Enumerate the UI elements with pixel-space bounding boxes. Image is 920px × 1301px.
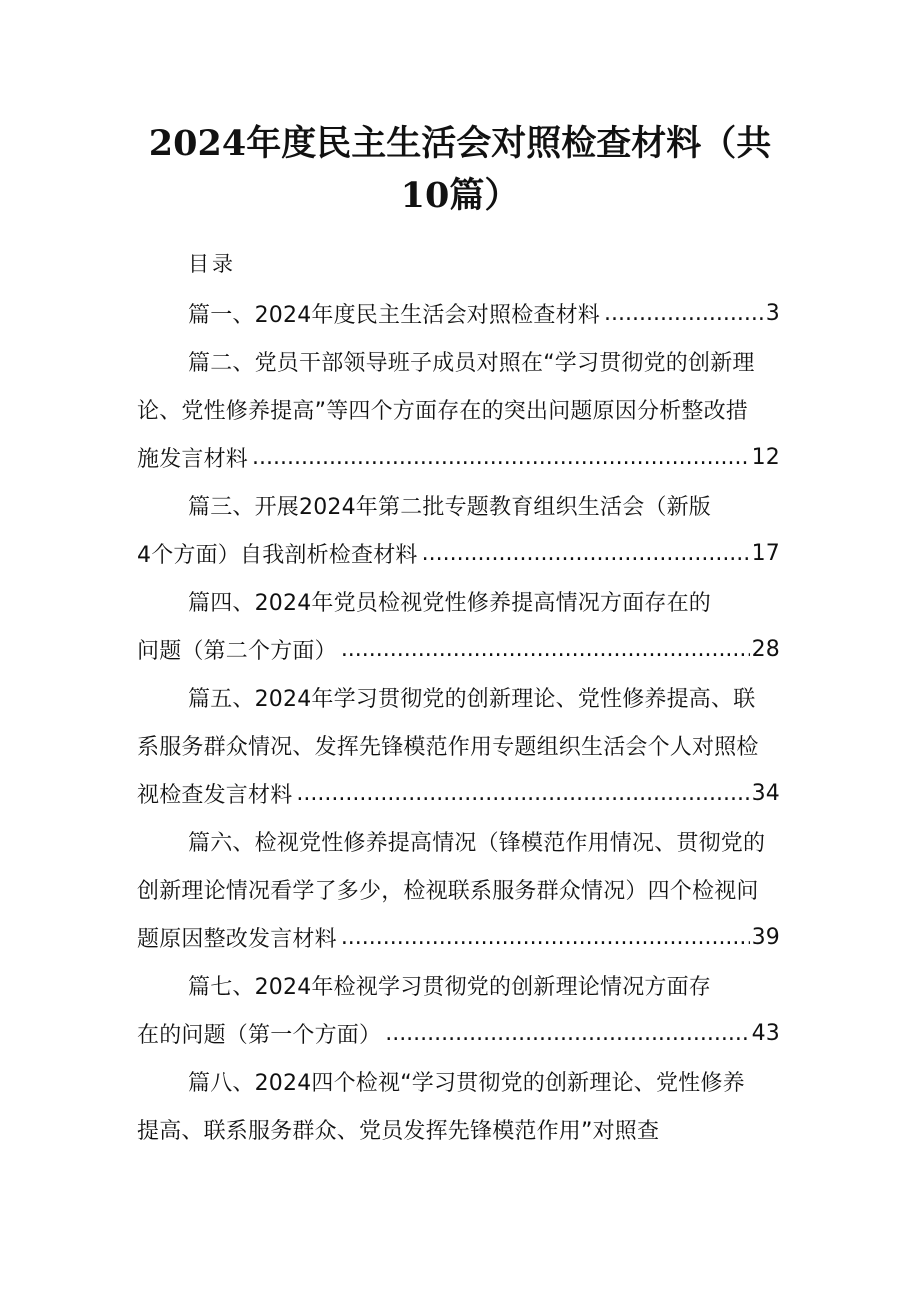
toc-leader-dots (604, 301, 764, 326)
toc-entry-text: 篇二、党员干部领导班子成员对照在“学习贯彻党的创新理 (188, 350, 755, 376)
toc-entry-line (188, 962, 711, 1008)
toc-entry-line (188, 674, 755, 720)
toc-entry-text: 提高、联系服务群众、党员发挥先锋模范作用”对照查 (137, 1118, 660, 1144)
toc-entry-text: 题原因整改发言材料 (137, 926, 337, 952)
toc-entry-line (137, 1010, 780, 1056)
toc-entry-line (188, 578, 711, 624)
toc-entry-text: 施发言材料 (137, 446, 249, 472)
toc-entry-line (137, 866, 759, 912)
toc-entry-text: 篇三、开展2024年第二批专题教育组织生活会（新版 (188, 494, 711, 520)
toc-entry-text: 系服务群众情况、发挥先锋模范作用专题组织生活会个人对照检 (137, 734, 759, 760)
toc-entry-line (188, 338, 755, 384)
toc-entry-text: 创新理论情况看学了多少，检视联系服务群众情况）四个检视问 (137, 878, 759, 904)
toc-page-number: 12 (751, 444, 780, 470)
toc-page-number: 39 (751, 924, 780, 950)
page-title (130, 118, 790, 222)
toc-entry-line (188, 290, 780, 336)
toc-entry-text: 篇一、2024年度民主生活会对照检查材料 (188, 302, 600, 328)
toc-entry-line (137, 1106, 659, 1152)
toc-entry-line (137, 434, 780, 480)
page-title-text: 2024年度民主生活会对照检查材料（共10篇） (148, 123, 772, 216)
toc-entry-line (188, 1058, 745, 1104)
toc-page-number: 3 (765, 300, 780, 326)
toc-entry-line (137, 914, 780, 960)
toc-page-number: 43 (751, 1020, 780, 1046)
toc-entry-text: 篇六、检视党性修养提高情况（锋模范作用情况、贯彻党的 (188, 830, 766, 856)
toc-leader-dots (341, 637, 750, 662)
toc-entry-text: 篇四、2024年党员检视党性修养提高情况方面存在的 (188, 590, 711, 616)
toc-entry-text: 4个方面）自我剖析检查材料 (137, 542, 418, 568)
toc-entry-text: 篇八、2024四个检视“学习贯彻党的创新理论、党性修养 (188, 1070, 745, 1096)
toc-entry-text: 问题（第二个方面） (137, 638, 337, 664)
toc-page-number: 28 (751, 636, 780, 662)
toc-entry-text: 在的问题（第一个方面） (137, 1022, 382, 1048)
toc-leader-dots (252, 445, 750, 470)
toc-entry-line (137, 530, 780, 576)
toc-entry-text: 论、党性修养提高”等四个方面存在的突出问题原因分析整改措 (137, 398, 748, 424)
toc-entry-line (137, 386, 748, 432)
toc-entry-text: 视检查发言材料 (137, 782, 293, 808)
toc-entry-text: 篇七、2024年检视学习贯彻党的创新理论情况方面存 (188, 974, 711, 1000)
toc-entry-line (137, 626, 780, 672)
toc-leader-dots (296, 781, 749, 806)
toc-entry-text: 篇五、2024年学习贯彻党的创新理论、党性修养提高、联 (188, 686, 756, 712)
toc-page-number: 34 (751, 780, 780, 806)
toc-entry-line (188, 482, 711, 528)
toc-heading: 目录 (188, 252, 236, 276)
toc-entry-line (137, 722, 759, 768)
toc-entry-line (137, 770, 780, 816)
toc-entry-line (188, 818, 765, 864)
toc-leader-dots (422, 541, 750, 566)
toc-leader-dots (385, 1021, 749, 1046)
toc-leader-dots (341, 925, 750, 950)
toc-page-number: 17 (751, 540, 780, 566)
